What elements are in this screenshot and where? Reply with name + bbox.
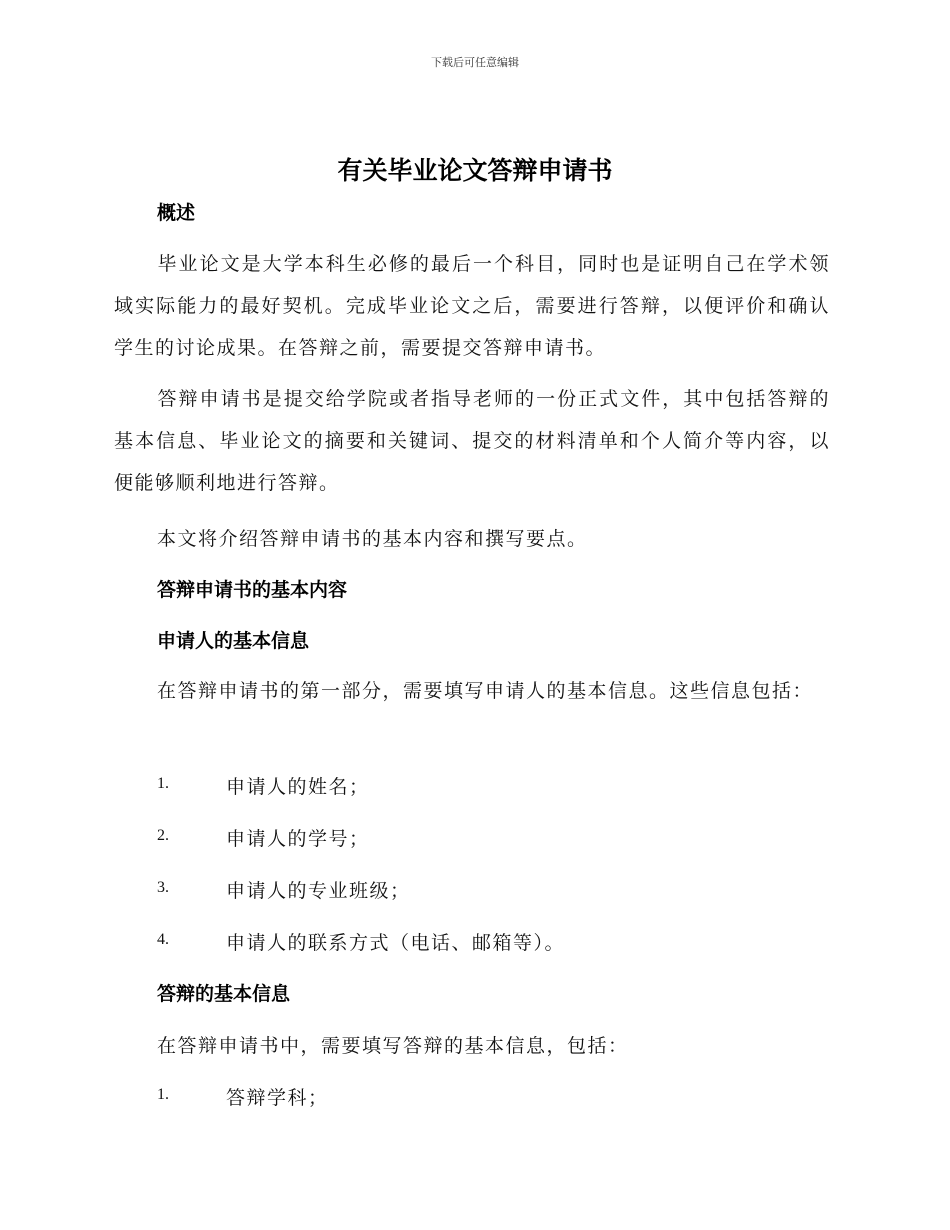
heading-applicant-info: 申请人的基本信息 — [157, 630, 310, 652]
paragraph-4-text: 在答辩申请书的第一部分，需要填写申请人的基本信息。这些信息包括： — [157, 680, 814, 702]
list-item: 答辩学科； — [226, 1087, 329, 1109]
paragraph-5: 在答辩申请书中，需要填写答辩的基本信息，包括： — [157, 1035, 629, 1057]
list-item-number: 1. — [157, 1086, 169, 1103]
paragraph-2 — [114, 378, 830, 504]
paragraph-1 — [114, 243, 830, 369]
list-item: 申请人的姓名； — [226, 776, 370, 798]
list-item: 申请人的联系方式（电话、邮箱等）。 — [226, 932, 566, 954]
list-item: 申请人的专业班级； — [226, 880, 411, 902]
list-item-number: 3. — [157, 879, 169, 896]
paragraph-4 — [114, 670, 830, 712]
heading-overview: 概述 — [157, 202, 196, 224]
list-item: 申请人的学号； — [226, 828, 370, 850]
paragraph-1-text: 毕业论文是大学本科生必修的最后一个科目，同时也是证明自己在学术领域实际能力的最好契机。完成毕业论文之后，需要进行答辩，以便评价和确认学生的讨论成果。在答辩之前，需要提交答辩申请书。 — [114, 253, 830, 359]
document-title: 有关毕业论文答辩申请书 — [337, 156, 613, 185]
list-item-number: 1. — [157, 775, 169, 792]
page-header: 下载后可任意编辑 — [431, 56, 519, 69]
list-item-number: 4. — [157, 931, 169, 948]
heading-basic-content: 答辩申请书的基本内容 — [157, 579, 348, 601]
paragraph-2-text: 答辩申请书是提交给学院或者指导老师的一份正式文件，其中包括答辩的基本信息、毕业论文的摘要和关键词、提交的材料清单和个人简介等内容，以便能够顺利地进行答辩。 — [114, 388, 830, 494]
heading-defense-info: 答辩的基本信息 — [157, 983, 291, 1005]
paragraph-3: 本文将介绍答辩申请书的基本内容和撰写要点。 — [157, 528, 588, 550]
list-item-number: 2. — [157, 827, 169, 844]
